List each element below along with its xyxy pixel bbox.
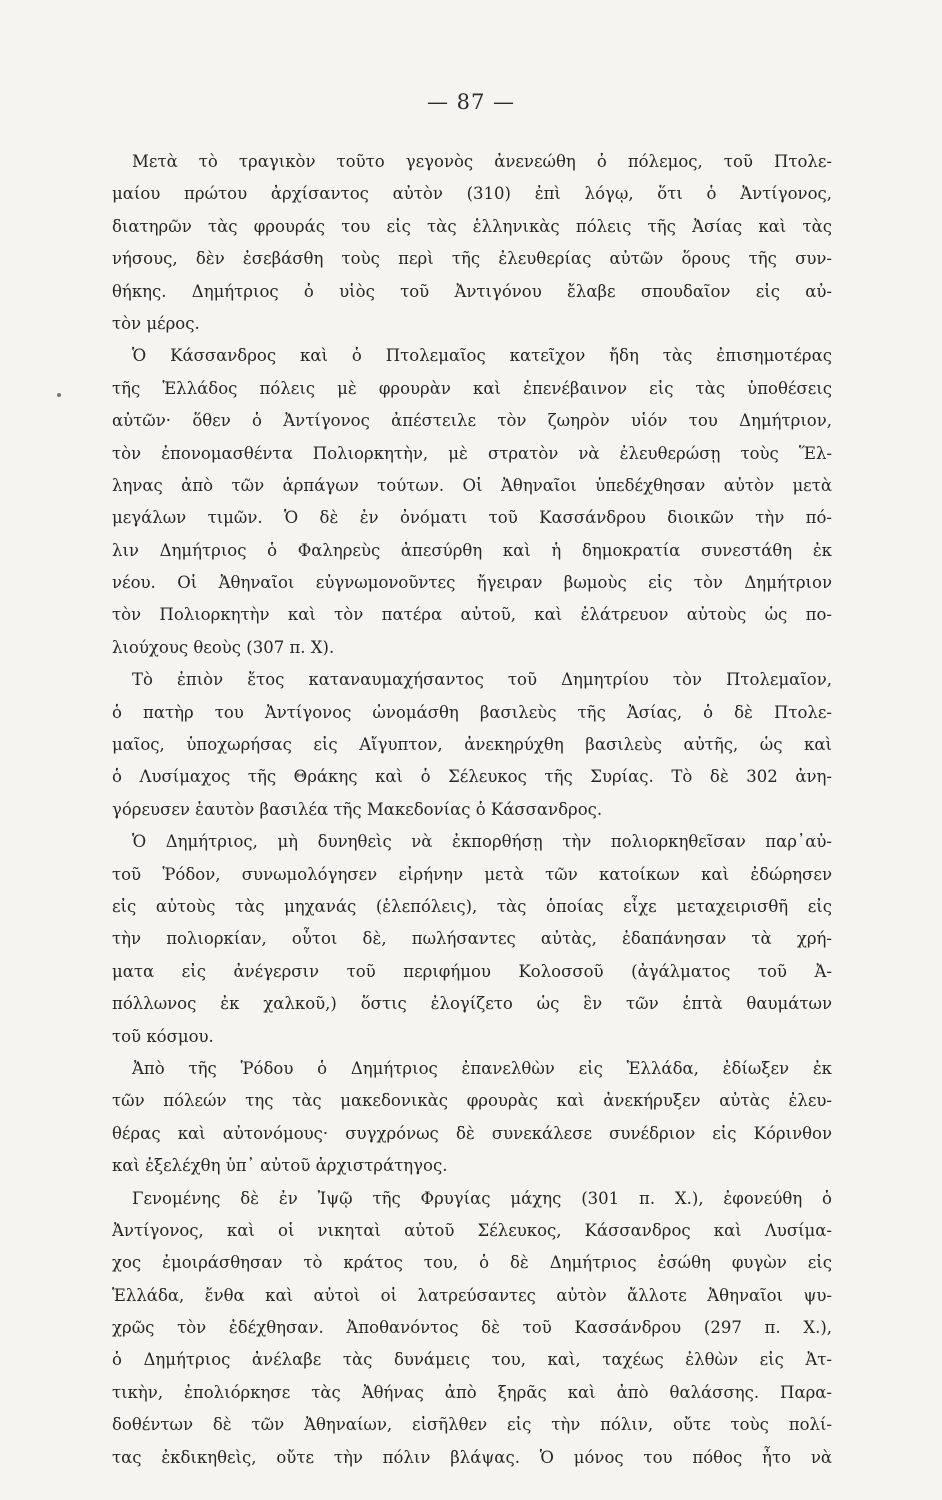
text-line: διατηρῶν τὰς φρουράς του εἰς τὰς ἑλληνικὰς πόλεις τῆς Ἀσίας καὶ τὰς [112, 216, 832, 236]
text-line: Μετὰ τὸ τραγικὸν τοῦτο γεγονὸς ἀνενεώθη ὁ πόλεμος, τοῦ Πτολε- [132, 152, 832, 171]
text-line: τὴν πολιορκίαν, οὗτοι δὲ, πωλήσαντες αὐτὰς, ἐδαπάνησαν τὰ χρή- [112, 929, 832, 949]
text-line: Ἀντίγονος, καὶ οἱ νικηταὶ αὐτοῦ Σέλευκος, Κάσσανδρος καὶ Λυσίμα- [112, 1220, 832, 1240]
text-line: μαῖος, ὑποχωρήσας εἰς Αἴγυπτον, ἀνεκηρύχθη βασιλεὺς αὐτῆς, ὡς καὶ [112, 735, 832, 755]
text-line: θέρας καὶ αὐτονόμους· συγχρόνως δὲ συνεκάλεσε συνέδριον εἰς Κόρινθον [112, 1123, 832, 1143]
text-line: τῆς Ἑλλάδος πόλεις μὲ φρουρὰν καὶ ἐπενέβαινον εἰς τὰς ὑποθέσεις [112, 378, 832, 398]
text-line: τας ἐκδικηθεὶς, οὔτε τὴν πόλιν βλάψας. Ὁ μόνος του πόθος ἦτο νὰ [112, 1447, 832, 1467]
text-line: μαίου πρώτου ἀρχίσαντος αὐτὸν (310) ἐπὶ λόγῳ, ὅτι ὁ Ἀντίγονος, [112, 184, 832, 204]
page-number: — 87 — [426, 90, 516, 114]
text-line: λιν Δημήτριος ὁ Φαληρεὺς ἀπεσύρθη καὶ ἡ δημοκρατία συνεστάθη ἐκ [112, 540, 832, 560]
text-line: εἰς αὐτοὺς τὰς μηχανάς (ἑλεπόλεις), τὰς ὁποίας εἶχε μεταχειρισθῆ εἰς [112, 896, 832, 916]
text-line: Ἀπὸ τῆς Ῥόδου ὁ Δημήτριος ἐπανελθὼν εἰς Ἑλλάδα, ἐδίωξεν ἐκ [132, 1058, 832, 1078]
text-line: τοῦ κόσμου. [112, 1026, 214, 1046]
text-line: τὸν ἐπονομασθέντα Πολιορκητὴν, μὲ στρατὸν νὰ ἐλευθερώσῃ τοὺς Ἕλ- [112, 443, 832, 463]
text-line: Ἑλλάδα, ἔνθα καὶ αὐτοὶ οἱ λατρεύσαντες αὐτὸν ἄλλοτε Ἀθηναῖοι ψυ- [112, 1285, 832, 1305]
text-line: Ὁ Κάσσανδρος καὶ ὁ Πτολεμαῖος κατεῖχον ἤδη τὰς ἐπισημοτέρας [132, 346, 832, 366]
text-line: γόρευσεν ἑαυτὸν βασιλέα τῆς Μακεδονίας ὁ Κάσσανδρος. [112, 799, 603, 819]
text-line: νήσους, δὲν ἐσεβάσθη τοὺς περὶ τῆς ἐλευθερίας αὐτῶν ὅρους τῆς συν- [112, 249, 832, 269]
body-text [112, 146, 832, 1474]
text-line: ὁ Λυσίμαχος τῆς Θράκης καὶ ὁ Σέλευκος τῆς Συρίας. Τὸ δὲ 302 ἀνη- [112, 767, 832, 787]
text-line: τὸν Πολιορκητὴν καὶ τὸν πατέρα αὐτοῦ, καὶ ἐλάτρευον αὐτοὺς ὡς πο- [112, 605, 832, 625]
text-line: τὸν μέρος. [112, 313, 200, 333]
text-line: θήκης. Δημήτριος ὁ υἱὸς τοῦ Ἀντιγόνου ἔλαβε σπουδαῖον εἰς αὐ- [112, 281, 832, 301]
text-line: νέου. Οἱ Ἀθηναῖοι εὐγνωμονοῦντες ἤγειραν βωμοὺς εἰς τὸν Δημήτριον [112, 573, 832, 593]
text-line: λιούχους θεοὺς (307 π. Χ). [112, 637, 335, 657]
text-line: αὐτῶν· ὅθεν ὁ Ἀντίγονος ἀπέστειλε τὸν ζωηρὸν υἱόν του Δημήτριον, [112, 411, 832, 431]
text-line: Ὁ Δημήτριος, μὴ δυνηθεὶς νὰ ἐκπορθήσῃ τὴν πολιορκηθεῖσαν παρ᾽αὐ- [132, 832, 832, 852]
text-line: δοθέντων δὲ τῶν Ἀθηναίων, εἰσῆλθεν εἰς τὴν πόλιν, οὔτε τοὺς πολί- [112, 1415, 832, 1435]
text-line: Γενομένης δὲ ἐν Ἰψῷ τῆς Φρυγίας μάχης (301 π. Χ.), ἐφονεύθη ὁ [132, 1188, 832, 1208]
text-line: ὁ Δημήτριος ἀνέλαβε τὰς δυνάμεις του, καὶ, ταχέως ἐλθὼν εἰς Ἀτ- [112, 1350, 832, 1370]
text-line: ληνας ἀπὸ τῶν ἁρπάγων τούτων. Οἱ Ἀθηναῖοι ὑπεδέχθησαν αὐτὸν μετὰ [112, 475, 832, 495]
text-line: τοῦ Ῥόδον, συνωμολόγησεν εἰρήνην μετὰ τῶν κατοίκων καὶ ἐδώρησεν [112, 864, 832, 884]
text-line: ματα εἰς ἀνέγερσιν τοῦ περιφήμου Κολοσσοῦ (ἀγάλματος τοῦ Ἀ- [112, 961, 832, 981]
text-line: ὁ πατὴρ του Ἀντίγονος ὠνομάσθη βασιλεὺς τῆς Ἀσίας, ὁ δὲ Πτολε- [112, 702, 832, 722]
margin-mark [57, 393, 61, 397]
text-line: πόλλωνος ἐκ χαλκοῦ,) ὅστις ἐλογίζετο ὡς ἓν τῶν ἑπτὰ θαυμάτων [112, 994, 832, 1014]
text-line: μεγάλων τιμῶν. Ὁ δὲ ἐν ὀνόματι τοῦ Κασσάνδρου διοικῶν τὴν πό- [112, 508, 832, 528]
text-line: Τὸ ἐπιὸν ἔτος καταναυμαχήσαντος τοῦ Δημητρίου τὸν Πτολεμαῖον, [132, 670, 832, 690]
text-line: χρῶς τὸν ἐδέχθησαν. Ἀποθανόντος δὲ τοῦ Κασσάνδρου (297 π. Χ.), [112, 1318, 832, 1338]
text-line: χος ἐμοιράσθησαν τὸ κράτος του, ὁ δὲ Δημήτριος ἐσώθη φυγὼν εἰς [112, 1253, 832, 1273]
text-line: τῶν πόλεών της τὰς μακεδονικὰς φρουρὰς καὶ ἀνεκήρυξεν αὐτὰς ἐλευ- [112, 1091, 832, 1111]
text-line: καὶ ἐξελέχθη ὑπ᾽ αὐτοῦ ἀρχιστράτηγος. [112, 1156, 448, 1176]
text-line: τικὴν, ἐπολιόρκησε τὰς Ἀθήνας ἀπὸ ξηρᾶς καὶ ἀπὸ θαλάσσης. Παρα- [112, 1382, 832, 1402]
